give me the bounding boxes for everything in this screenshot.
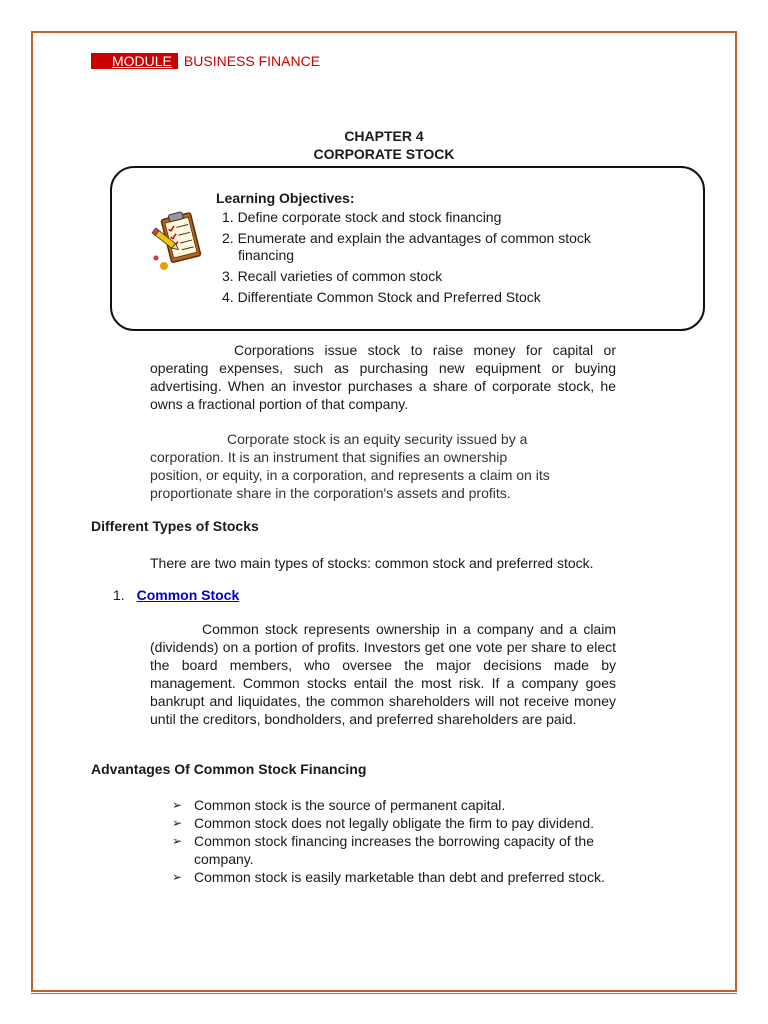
list-item [172,868,642,886]
page-border-inner-line [31,993,737,994]
intro-p2-line: position, or equity, in a corporation, and represents a claim on its [150,467,550,483]
types-heading: Different Types of Stocks [91,518,259,534]
arrow-bullet-icon: ➢ [172,870,183,884]
advantage-text: Common stock does not legally obligate the firm to pay dividend. [194,815,594,831]
clipboard-icon [150,208,210,276]
common-stock-item [113,586,239,604]
objectives-list [222,209,642,310]
advantage-text: Common stock financing increases the borrowing capacity of the company. [194,833,594,867]
intro-p2-line: corporation. It is an instrument that signifies an ownership [150,449,508,465]
list-item [172,796,642,814]
arrow-bullet-icon: ➢ [172,816,183,830]
list-item [172,832,642,868]
objective-item: 4. Differentiate Common Stock and Preferred Stock [222,289,541,305]
advantages-heading: Advantages Of Common Stock Financing [91,761,367,777]
objective-item: 1. Define corporate stock and stock financing [222,209,502,225]
intro-paragraph-2 [150,430,616,502]
types-intro: There are two main types of stocks: common stock and preferred stock. [150,555,594,571]
module-tag: MODULE [91,53,178,69]
advantages-list [172,796,642,886]
common-stock-description: Common stock represents ownership in a company and a claim (dividends) on a portion of profits. Investors get one vote per share to elect the board members, who oversee the major decisions made by management. Common stocks entail the most risk. If a company goes bankrupt and liquidates, the common shareholders will not receive money until the creditors, bondholders, and preferred shareholders are paid. [150,621,616,727]
item-number: 1. [113,587,125,603]
arrow-bullet-icon: ➢ [172,798,183,812]
common-stock-link[interactable]: Common Stock [136,587,240,603]
objective-item: 3. Recall varieties of common stock [222,268,443,284]
intro-p2-line: Corporate stock is an equity security issued by a [227,431,528,447]
chapter-title: CORPORATE STOCK [313,146,455,162]
subject-title: BUSINESS FINANCE [183,53,321,69]
advantage-text: Common stock is the source of permanent capital. [194,797,506,813]
objectives-title: Learning Objectives: [216,190,355,206]
chapter-number: CHAPTER 4 [344,128,424,144]
intro-p2-line: proportionate share in the corporation's assets and profits. [150,485,511,501]
module-header [91,52,320,70]
list-item [172,814,642,832]
intro-paragraph-1: Corporations issue stock to raise money for capital or operating expenses, such as purchasing new equipment or buying advertising. When an investor purchases a share of corporate stock, he owns a fractional portion of that company. [150,342,616,412]
advantage-text: Common stock is easily marketable than debt and preferred stock. [194,869,605,885]
arrow-bullet-icon: ➢ [172,834,183,848]
objective-item: 2. Enumerate and explain the advantages of common stock financing [222,230,591,263]
